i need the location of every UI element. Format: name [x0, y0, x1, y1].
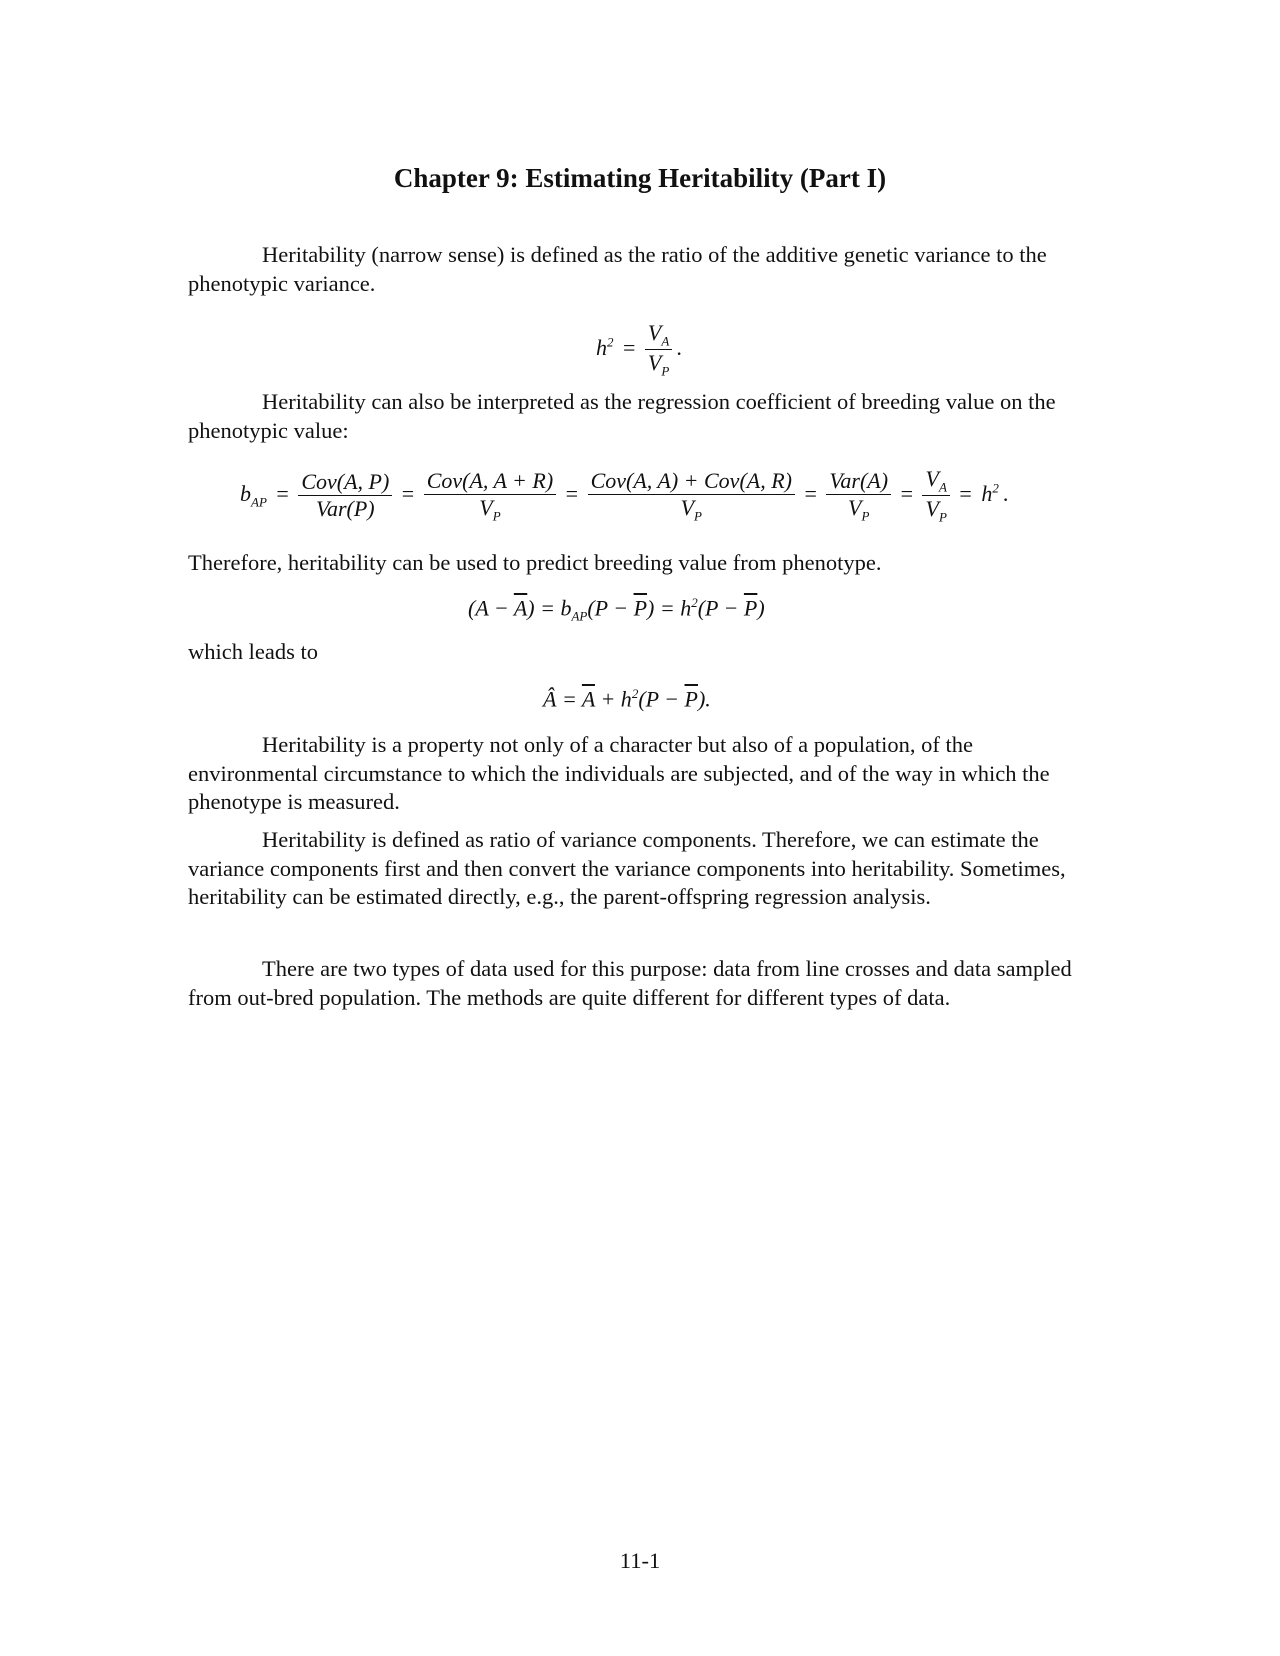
- eq2-fraction-4: [826, 468, 891, 524]
- eq3-pbar2: $\overline{P}$: [743, 595, 758, 621]
- eq4-part4: ).: [697, 686, 711, 712]
- eq1-lhs: h: [596, 334, 607, 360]
- eq3-part3: (P −: [587, 595, 634, 621]
- eq2-f5-den: V: [925, 496, 939, 522]
- equation-breeding-value-prediction: [468, 595, 765, 625]
- eq1-fraction: [645, 320, 672, 380]
- paragraph-leads-to: which leads to: [188, 639, 318, 664]
- eq2-f1-num: Cov(A, P): [301, 469, 390, 495]
- eq2-rhs-sup: 2: [992, 480, 999, 496]
- eq2-rhs: h: [981, 480, 993, 506]
- eq2-f4-den: V: [848, 494, 862, 520]
- eq2-f2-den-sub: P: [492, 508, 501, 524]
- eq2-f4-den-sub: P: [861, 508, 870, 524]
- paragraph-property: Heritability is a property not only of a character but also of a population, of the environmental circumstance to which the individuals are subjected, and of the way in which the phenotype is measured.: [188, 732, 1050, 814]
- eq3-part1: (A −: [468, 595, 514, 621]
- eq2-f5-num-sub: A: [938, 479, 947, 495]
- paragraph-data-types: There are two types of data used for this purpose: data from line crosses and data sampled from out-bred population. The methods are quite different for different types of data.: [188, 956, 1072, 1010]
- eq3-sup: 2: [691, 595, 698, 610]
- eq2-f1-den: Var(P): [298, 495, 392, 522]
- eq2-lhs-sub: AP: [251, 494, 267, 510]
- eq1-num: V: [647, 320, 662, 345]
- eq2-f3-num: Cov(A, A) + Cov(A, R): [590, 467, 792, 493]
- page-number: 11-1: [619, 1548, 661, 1573]
- eq1-den-sub: P: [661, 363, 670, 379]
- eq2-fraction-2: [424, 468, 556, 524]
- eq4-part2: + h: [594, 686, 632, 712]
- eq2-lhs: b: [240, 480, 251, 506]
- eq2-fraction-3: [588, 468, 795, 524]
- eq1-lhs-sup: 2: [607, 334, 614, 350]
- paragraph-predict: Therefore, heritability can be used to predict breeding value from phenotype.: [188, 550, 882, 575]
- eq2-f2-den: V: [479, 494, 493, 520]
- eq4-ahat: Â: [543, 686, 557, 712]
- eq4-sup: 2: [631, 686, 639, 701]
- eq3-part4: ) = h: [647, 595, 692, 621]
- eq2-f5-num: V: [925, 466, 939, 491]
- eq3-part5: (P −: [697, 595, 744, 621]
- eq4-abar: $\overline{A}$: [581, 686, 595, 712]
- paragraph-regression: Heritability can also be interpreted as the regression coefficient of breeding value on the phenotypic value:: [188, 389, 1056, 443]
- eq3-pbar1: $\overline{P}$: [633, 595, 648, 621]
- paragraph-definition: Heritability (narrow sense) is defined as the ratio of the additive genetic variance to the phenotypic variance.: [188, 242, 1047, 296]
- eq2-f3-den-sub: P: [694, 508, 702, 524]
- equation-regression-coefficient: $b_{AP}$ = $\frac{\text{Cov(A, P)}}{\text{Var(P)}}$ = $\frac{\text{Cov(A, A + R)}}{V_P}$ = $\frac{\text{Cov(A, A) + Cov(A, R)}}{V_P}$ = $\frac{\text{Var(A)}}{V_P}$ = $\frac{V_A}{V_P}$ = $h^2$ .: [240, 466, 1009, 525]
- eq2-f4-num: Var(A): [829, 467, 889, 493]
- eq2-fraction-1: [298, 469, 392, 522]
- eq4-part3: (P −: [638, 686, 685, 712]
- eq2-fraction-5: [922, 466, 949, 526]
- eq1-num-sub: A: [661, 333, 670, 349]
- eq1-den: V: [647, 350, 662, 376]
- eq2-f3-den: V: [680, 494, 695, 520]
- eq3-sub: AP: [571, 608, 588, 624]
- paragraph-variance-components: Heritability is defined as ratio of variance components. Therefore, we can estimate the variance components first and then convert the variance components into heritability. Sometimes, heritability can be estimated directly, e.g., the parent-offspring regression analysis.: [188, 827, 1066, 909]
- eq2-f2-num: Cov(A, A + R): [426, 467, 554, 493]
- eq4-part1: =: [556, 686, 582, 712]
- equation-breeding-value-estimate: [543, 686, 711, 712]
- eq2-f5-den-sub: P: [938, 509, 947, 525]
- eq4-pbar: $\overline{P}$: [684, 686, 698, 712]
- equation-heritability-definition: $h^2$ = $\frac{V_A}{V_P}$ .: [596, 320, 682, 379]
- eq3-part6: ): [757, 595, 765, 621]
- eq3-abar: $\overline{A}$: [513, 595, 528, 621]
- eq3-part2: ) = b: [527, 595, 572, 621]
- chapter-title: Chapter 9: Estimating Heritability (Part I): [393, 163, 887, 193]
